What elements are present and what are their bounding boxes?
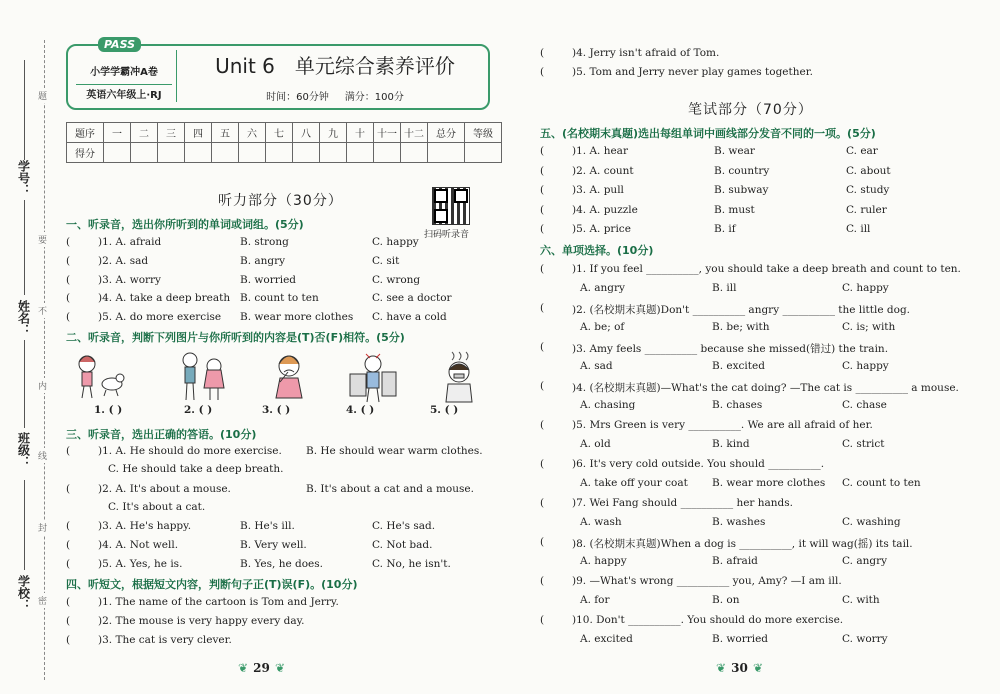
score-entry-cell[interactable] xyxy=(185,143,212,163)
answer-bracket[interactable]: ( xyxy=(66,445,71,457)
score-entry-cell[interactable] xyxy=(347,143,374,163)
sec1-item-question: )3. A. worry xyxy=(98,273,161,286)
unit-title: Unit 6 单元综合素养评价 xyxy=(215,54,455,78)
sec3-item-question: )4. A. Not well. xyxy=(98,539,179,551)
sec6-option-b: B. afraid xyxy=(712,555,758,567)
sec6-option-a: A. chasing xyxy=(580,399,636,411)
sec6-option-b: B. excited xyxy=(712,360,765,372)
score-table-header-cell: 题序 xyxy=(67,123,104,143)
sec3-item-question: )5. A. Yes, he is. xyxy=(98,558,183,570)
score-table-header-cell: 等级 xyxy=(465,123,502,143)
score-table xyxy=(66,122,502,163)
score-entry-cell[interactable] xyxy=(320,143,347,163)
seal-char: 不 xyxy=(38,303,47,318)
sec6-option-c: C. washing xyxy=(842,516,901,528)
sec5-item-option-c: C. about xyxy=(846,164,891,177)
full-score: 满分：100分 xyxy=(344,92,404,103)
sec1-item-option-c: C. happy xyxy=(372,236,419,248)
sec4-statement: )1. The name of the cartoon is Tom and Jerry. xyxy=(98,596,339,608)
series-info xyxy=(76,62,172,107)
score-entry-cell[interactable] xyxy=(293,143,320,163)
picture-answer-label[interactable]: 4. ( ) xyxy=(346,404,375,416)
score-table-header-cell: 七 xyxy=(266,123,293,143)
answer-bracket[interactable]: ( xyxy=(540,575,545,587)
sec3-item-option-c: C. He should take a deep breath. xyxy=(108,463,284,475)
sec1-item-option-c: C. see a doctor xyxy=(372,292,452,305)
sec5-item-option-c: C. ear xyxy=(846,145,878,157)
answer-bracket[interactable]: ( xyxy=(540,341,545,353)
answer-bracket[interactable]: ( xyxy=(66,236,71,248)
score-table-score-row xyxy=(67,143,502,163)
sec5-item-option-b: B. must xyxy=(714,203,755,216)
sec6-option-c: C. chase xyxy=(842,399,887,411)
sec5-item-option-b: B. wear xyxy=(714,145,755,157)
qr-code-icon[interactable] xyxy=(432,187,470,225)
answer-bracket[interactable]: ( xyxy=(66,273,71,286)
score-entry-cell[interactable] xyxy=(104,143,131,163)
answer-bracket[interactable]: ( xyxy=(66,558,71,570)
sec5-item-option-c: C. study xyxy=(846,184,890,197)
score-entry-cell[interactable] xyxy=(428,143,465,163)
sec1-item-option-b: B. angry xyxy=(240,254,286,267)
school-label: 学校： xyxy=(16,575,31,611)
seal-char: 内 xyxy=(38,378,47,393)
answer-bracket[interactable]: ( xyxy=(540,419,545,431)
sec1-item-question: )4. A. take a deep breath xyxy=(98,292,231,305)
sec6-question: )4. (名校期末真题)—What's the cat doing? —The cat is __________ a mouse. xyxy=(572,382,959,394)
sec6-option-c: C. angry xyxy=(842,555,888,567)
leaf-icon: ❦ xyxy=(274,661,286,675)
qr-caption: 扫码听录音 xyxy=(424,230,470,240)
answer-bracket[interactable]: ( xyxy=(540,164,545,177)
left-page-footer xyxy=(238,657,285,676)
sec3-item-question: )2. A. It's about a mouse. xyxy=(98,483,231,495)
sec4-statement: )4. Jerry isn't afraid of Tom. xyxy=(572,47,720,59)
leaf-icon: ❦ xyxy=(752,661,764,675)
sec5-item-question: )3. A. pull xyxy=(572,184,624,197)
sec3-item-question: )1. A. He should do more exercise. xyxy=(98,445,282,457)
answer-bracket[interactable]: ( xyxy=(540,497,545,509)
sec6-question: )3. Amy feels __________ because she missed(错过) the train. xyxy=(572,343,889,355)
score-entry-cell[interactable] xyxy=(465,143,502,163)
sec4-statement: )2. The mouse is very happy every day. xyxy=(98,615,305,627)
leaf-icon: ❦ xyxy=(716,661,727,675)
score-entry-cell[interactable] xyxy=(266,143,293,163)
score-table-header-cell: 五 xyxy=(212,123,239,143)
sec4-statement: )3. The cat is very clever. xyxy=(98,634,232,646)
score-table-header-cell: 三 xyxy=(158,123,185,143)
section-2-title: 二、听录音，判断下列图片与你所听到的内容是(T)否(F)相符。(5分) xyxy=(66,331,405,344)
sec5-item-option-c: C. ill xyxy=(846,223,871,236)
sec1-item-option-b: B. wear more clothes xyxy=(240,311,354,324)
sec5-item-option-b: B. country xyxy=(714,164,770,177)
sec4-statement: )5. Tom and Jerry never play games together. xyxy=(572,66,813,78)
man-ill-picture xyxy=(432,350,486,404)
sec3-item-option-b: B. He's ill. xyxy=(240,520,295,532)
sec6-option-b: B. worried xyxy=(712,633,769,645)
answer-bracket[interactable]: ( xyxy=(66,634,71,646)
sec3-item-option-b: B. It's about a cat and a mouse. xyxy=(306,483,474,495)
sec6-option-c: C. happy xyxy=(842,282,889,294)
seal-char: 线 xyxy=(38,448,47,463)
answer-bracket[interactable]: ( xyxy=(540,380,545,392)
sec6-option-b: B. washes xyxy=(712,516,766,528)
score-table-header-cell: 九 xyxy=(320,123,347,143)
sec1-item-option-c: C. wrong xyxy=(372,273,421,286)
sec3-item-option-b: B. Very well. xyxy=(240,539,307,551)
sec6-option-b: B. ill xyxy=(712,282,737,294)
leaf-icon: ❦ xyxy=(238,661,249,675)
sec6-question: )6. It's very cold outside. You should __________. xyxy=(572,458,825,470)
picture-answer-label[interactable]: 2. ( ) xyxy=(184,404,213,416)
sec1-item-option-c: C. sit xyxy=(372,254,400,267)
sec6-question: )10. Don't __________. You should do more exercise. xyxy=(572,614,844,626)
sec6-option-b: B. wear more clothes xyxy=(712,477,826,489)
score-table-header-cell: 四 xyxy=(185,123,212,143)
sec6-question: )9. —What's wrong __________ you, Amy? —I am ill. xyxy=(572,575,842,587)
sec5-item-question: )4. A. puzzle xyxy=(572,203,638,216)
picture-answer-label[interactable]: 5. ( ) xyxy=(430,404,459,416)
school-field xyxy=(6,575,42,614)
score-entry-cell[interactable] xyxy=(401,143,428,163)
sec5-item-option-b: B. subway xyxy=(714,184,769,197)
class-line xyxy=(24,340,25,428)
score-entry-cell[interactable] xyxy=(212,143,239,163)
sec1-item-option-b: B. worried xyxy=(240,273,297,286)
score-table-header-cell: 一 xyxy=(104,123,131,143)
section-3-title: 三、听录音，选出正确的答语。(10分) xyxy=(66,428,257,441)
listening-part-title: 听力部分（30分） xyxy=(218,193,343,209)
girl-with-dog-picture xyxy=(72,350,126,404)
sec3-item-question: )3. A. He's happy. xyxy=(98,520,192,532)
answer-bracket[interactable]: ( xyxy=(540,263,545,275)
section-5-title: 五、(名校期末真题)选出每组单词中画线部分发音不同的一项。(5分) xyxy=(540,127,876,140)
seal-char: 题 xyxy=(38,88,47,103)
score-entry-cell[interactable] xyxy=(239,143,266,163)
boy-angry-picture xyxy=(346,350,400,404)
pass-logo: PASS xyxy=(98,37,141,52)
answer-bracket[interactable]: ( xyxy=(66,311,71,324)
sec5-item-option-c: C. ruler xyxy=(846,203,887,216)
page-number-right: 30 xyxy=(731,661,748,675)
sec3-item-option-b: B. He should wear warm clothes. xyxy=(306,445,483,457)
score-table-header-cell: 六 xyxy=(239,123,266,143)
answer-bracket[interactable]: ( xyxy=(540,223,545,236)
boy-with-girl-picture xyxy=(176,350,230,404)
sec6-option-a: A. excited xyxy=(580,633,633,645)
student-id-line xyxy=(24,60,25,160)
grade-edition: 英语六年级上·RJ xyxy=(76,84,172,107)
sec3-item-option-c: C. Not bad. xyxy=(372,539,433,551)
name-field xyxy=(6,300,42,339)
seal-char: 要 xyxy=(38,232,47,247)
answer-bracket[interactable]: ( xyxy=(540,203,545,216)
score-table-header-cell: 八 xyxy=(293,123,320,143)
answer-bracket[interactable]: ( xyxy=(66,539,71,551)
sec6-question: )5. Mrs Green is very __________. We are all afraid of her. xyxy=(572,419,873,431)
sec6-option-a: A. angry xyxy=(580,282,625,294)
sec6-option-c: C. happy xyxy=(842,360,889,372)
answer-bracket[interactable]: ( xyxy=(540,614,545,626)
section-4-title: 四、听短文，根据短文内容，判断句子正(T)误(F)。(10分) xyxy=(66,578,358,591)
sec6-option-a: A. take off your coat xyxy=(580,477,688,489)
sec6-option-a: A. old xyxy=(580,438,611,450)
answer-bracket[interactable]: ( xyxy=(66,292,71,305)
series-name: 小学学霸冲A卷 xyxy=(90,67,158,78)
sec6-option-c: C. worry xyxy=(842,633,888,645)
section-1-title: 一、听录音，选出你所听到的单词或词组。(5分) xyxy=(66,218,304,231)
score-table-header-cell: 十二 xyxy=(401,123,428,143)
right-page-footer xyxy=(716,657,763,676)
sec6-option-a: A. sad xyxy=(580,360,613,372)
score-table-header-cell: 十一 xyxy=(374,123,401,143)
sec6-option-a: A. happy xyxy=(580,555,627,567)
student-id-label: 学号： xyxy=(16,160,31,196)
sec6-question: )1. If you feel __________, you should take a deep breath and count to ten. xyxy=(572,263,961,275)
cut-line xyxy=(44,40,45,680)
sec6-option-a: A. wash xyxy=(580,516,622,528)
sec1-item-option-c: C. have a cold xyxy=(372,311,447,324)
sec6-option-b: B. chases xyxy=(712,399,763,411)
sec1-item-question: )1. A. afraid xyxy=(98,236,162,248)
score-table-header-row xyxy=(67,123,502,143)
sec6-option-c: C. strict xyxy=(842,438,885,450)
sec6-option-c: C. with xyxy=(842,594,880,606)
answer-bracket[interactable]: ( xyxy=(66,615,71,627)
answer-bracket[interactable]: ( xyxy=(540,184,545,197)
score-table-header-cell: 总分 xyxy=(428,123,465,143)
written-part-title: 笔试部分（70分） xyxy=(688,102,813,118)
sec6-option-b: B. be; with xyxy=(712,321,770,333)
answer-bracket[interactable]: ( xyxy=(540,302,545,314)
name-label: 姓名： xyxy=(16,300,31,336)
sec5-item-question: )1. A. hear xyxy=(572,145,628,157)
sec6-option-a: A. be; of xyxy=(580,321,625,333)
answer-bracket[interactable]: ( xyxy=(540,458,545,470)
page-number-left: 29 xyxy=(253,661,270,675)
sec1-item-option-b: B. strong xyxy=(240,236,289,248)
sec6-question: )8. (名校期末真题)When a dog is __________, it will wag(摇) its tail. xyxy=(572,538,913,550)
class-label: 班级： xyxy=(16,432,31,468)
sec3-item-option-b: B. Yes, he does. xyxy=(240,558,323,570)
sec1-item-question: )5. A. do more exercise xyxy=(98,311,222,324)
answer-bracket[interactable]: ( xyxy=(66,520,71,532)
score-entry-cell[interactable] xyxy=(374,143,401,163)
class-field xyxy=(6,432,42,471)
answer-bracket[interactable]: ( xyxy=(540,66,545,78)
sec3-item-option-c: C. It's about a cat. xyxy=(108,501,206,513)
score-entry-cell[interactable] xyxy=(158,143,185,163)
sec5-item-option-b: B. if xyxy=(714,223,736,236)
sec5-item-question: )5. A. price xyxy=(572,223,631,236)
binding-margin xyxy=(0,0,62,694)
sec6-question: )2. (名校期末真题)Don't __________ angry __________ the little dog. xyxy=(572,304,910,316)
score-row-label: 得分 xyxy=(67,143,104,163)
sec6-option-b: B. kind xyxy=(712,438,750,450)
header-divider xyxy=(176,50,177,102)
sec3-item-option-c: C. No, he isn't. xyxy=(372,558,451,570)
sec6-option-a: A. for xyxy=(580,594,610,606)
answer-bracket[interactable]: ( xyxy=(540,145,545,157)
seal-char: 封 xyxy=(38,520,47,535)
school-line xyxy=(24,480,25,570)
time-score-line xyxy=(190,88,480,103)
girl-sad-picture xyxy=(262,350,316,404)
sec5-item-question: )2. A. count xyxy=(572,164,634,177)
sec1-item-question: )2. A. sad xyxy=(98,254,149,267)
student-id-field xyxy=(6,160,42,199)
sec6-option-c: C. count to ten xyxy=(842,477,921,489)
score-table-header-cell: 二 xyxy=(131,123,158,143)
sec3-item-option-c: C. He's sad. xyxy=(372,520,436,532)
picture-answer-label[interactable]: 3. ( ) xyxy=(262,404,291,416)
seal-char: 密 xyxy=(38,593,47,608)
picture-answer-label[interactable]: 1. ( ) xyxy=(94,404,123,416)
section-6-title: 六、单项选择。(10分) xyxy=(540,244,654,257)
score-table-header-cell: 十 xyxy=(347,123,374,143)
sec6-option-b: B. on xyxy=(712,594,740,606)
answer-bracket[interactable]: ( xyxy=(66,254,71,267)
sec6-option-c: C. is; with xyxy=(842,321,896,333)
score-entry-cell[interactable] xyxy=(131,143,158,163)
answer-bracket[interactable]: ( xyxy=(540,47,545,59)
answer-bracket[interactable]: ( xyxy=(540,536,545,548)
sec1-item-option-b: B. count to ten xyxy=(240,292,319,305)
answer-bracket[interactable]: ( xyxy=(66,596,71,608)
name-line xyxy=(24,200,25,295)
answer-bracket[interactable]: ( xyxy=(66,483,71,495)
sec6-question: )7. Wei Fang should __________ her hands. xyxy=(572,497,794,509)
time-limit: 时间：60分钟 xyxy=(266,92,329,103)
